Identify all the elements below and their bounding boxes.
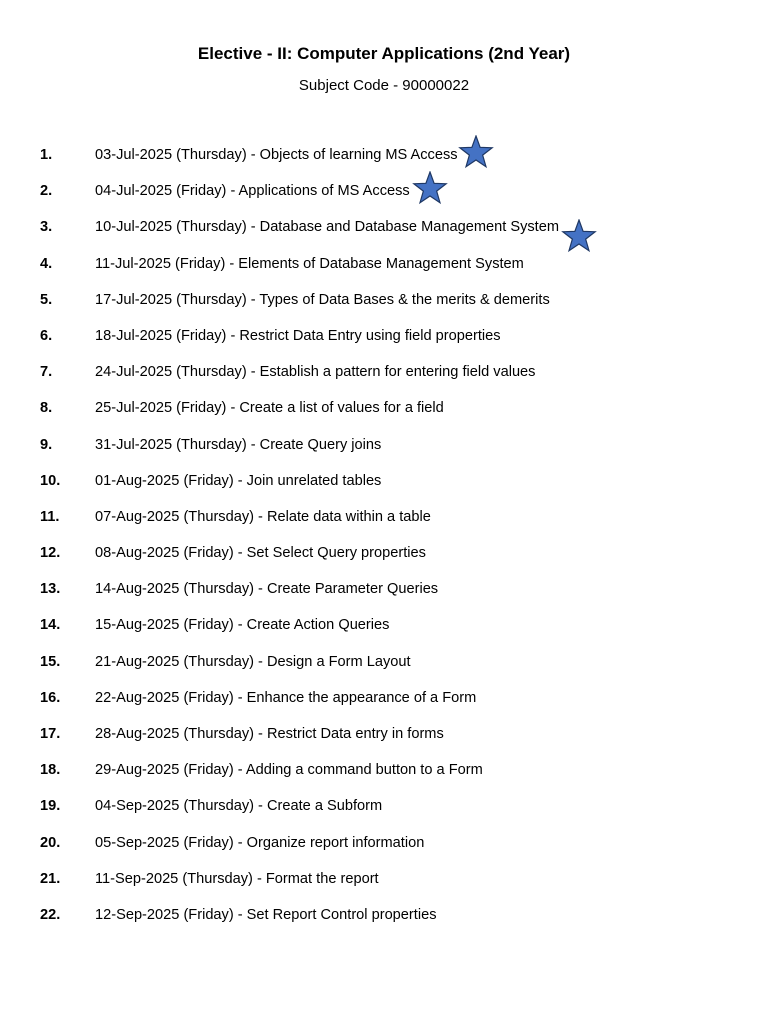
item-number: 14. [40, 617, 61, 634]
item-number: 9. [40, 436, 53, 453]
list-item [0, 471, 768, 507]
list-item [0, 254, 768, 290]
item-text: 04-Jul-2025 (Friday) - Applications of MS Access [95, 183, 410, 200]
item-number: 12. [40, 545, 61, 562]
list-item [0, 362, 768, 398]
list-item [0, 145, 768, 181]
item-text: 28-Aug-2025 (Thursday) - Restrict Data entry in forms [95, 726, 444, 742]
item-text: 29-Aug-2025 (Friday) - Adding a command button to a Form [95, 762, 483, 779]
item-number: 10. [40, 472, 61, 489]
star-icon [456, 135, 496, 169]
item-number: 18. [40, 762, 61, 779]
item-text: 07-Aug-2025 (Thursday) - Relate data within a table [95, 508, 431, 525]
item-number: 8. [40, 400, 53, 417]
list-item [0, 435, 768, 471]
item-text: 11-Sep-2025 (Thursday) - Format the report [95, 870, 379, 887]
item-text: 11-Jul-2025 (Friday) - Elements of Database Management System [95, 255, 524, 272]
list-item [0, 290, 768, 326]
item-text: 10-Jul-2025 (Thursday) - Database and Database Management System [95, 219, 559, 236]
item-text: 01-Aug-2025 (Friday) - Join unrelated tables [95, 472, 382, 489]
item-text: 04-Sep-2025 (Thursday) - Create a Subform [95, 798, 383, 815]
list-item [0, 398, 768, 434]
item-number: 3. [40, 219, 53, 236]
item-text: 25-Jul-2025 (Friday) - Create a list of values for a field [95, 400, 444, 417]
item-text: 12-Sep-2025 (Friday) - Set Report Control properties [95, 906, 437, 923]
list-item [0, 760, 768, 796]
page-title: Elective - II: Computer Applications (2nd Year) [197, 44, 571, 63]
item-text: 24-Jul-2025 (Thursday) - Establish a pattern for entering field values [95, 364, 536, 381]
star-icon [410, 171, 450, 205]
item-number: 6. [40, 327, 53, 344]
list-item [0, 579, 768, 615]
item-number: 4. [40, 255, 53, 272]
list-item [0, 326, 768, 362]
item-number: 15. [40, 653, 61, 670]
list-item [0, 543, 768, 579]
list-item [0, 796, 768, 832]
list-item [0, 507, 768, 543]
list-item [0, 217, 768, 253]
item-text: 03-Jul-2025 (Thursday) - Objects of learning MS Access [95, 147, 458, 163]
item-number: 11. [40, 508, 60, 525]
item-number: 2. [40, 183, 53, 200]
item-text: 17-Jul-2025 (Thursday) - Types of Data Bases & the merits & demerits [95, 291, 550, 308]
item-number: 5. [40, 291, 53, 308]
list-item [0, 652, 768, 688]
subject-code: Subject Code - 90000022 [298, 77, 470, 94]
item-number: 7. [40, 364, 53, 381]
item-number: 1. [40, 147, 53, 163]
item-text: 14-Aug-2025 (Thursday) - Create Parameter Queries [95, 581, 439, 598]
item-text: 22-Aug-2025 (Friday) - Enhance the appearance of a Form [95, 689, 477, 706]
item-text: 08-Aug-2025 (Friday) - Set Select Query properties [95, 545, 426, 562]
item-text: 31-Jul-2025 (Thursday) - Create Query joins [95, 436, 382, 453]
item-number: 19. [40, 798, 61, 815]
list-item [0, 724, 768, 760]
item-number: 22. [40, 906, 61, 923]
list-item [0, 905, 768, 941]
item-number: 16. [40, 689, 61, 706]
list-item [0, 615, 768, 651]
item-text: 15-Aug-2025 (Friday) - Create Action Queries [95, 617, 390, 634]
item-number: 17. [40, 726, 61, 742]
list-item [0, 181, 768, 217]
item-text: 05-Sep-2025 (Friday) - Organize report information [95, 834, 425, 851]
item-number: 20. [40, 834, 61, 851]
item-text: 21-Aug-2025 (Thursday) - Design a Form Layout [95, 653, 411, 670]
star-icon [559, 219, 599, 253]
schedule-list [0, 145, 768, 941]
list-item [0, 869, 768, 905]
list-item [0, 688, 768, 724]
item-number: 13. [40, 581, 61, 598]
list-item [0, 833, 768, 869]
item-number: 21. [40, 870, 61, 887]
item-text: 18-Jul-2025 (Friday) - Restrict Data Entry using field properties [95, 327, 501, 344]
